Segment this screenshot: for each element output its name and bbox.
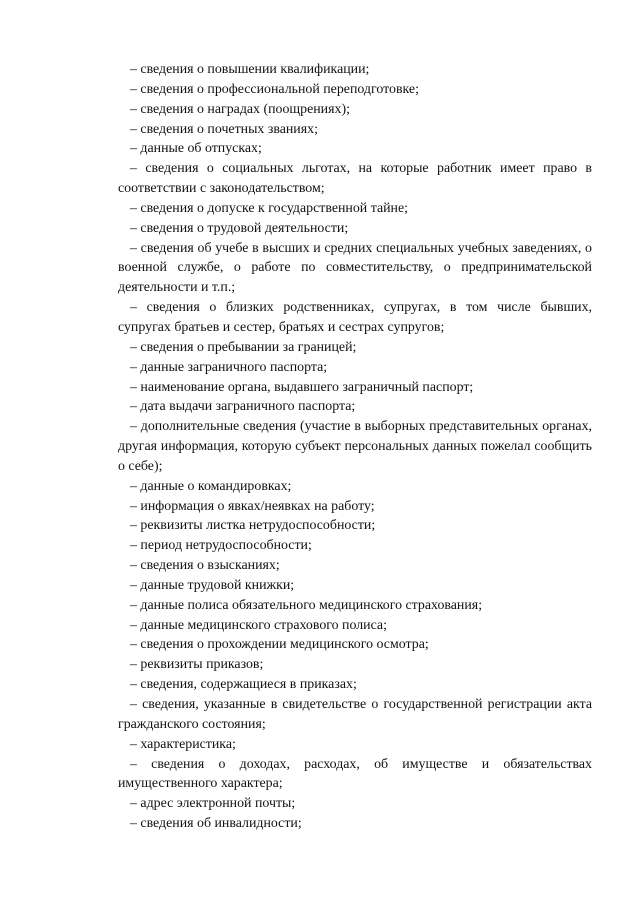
list-item: – реквизиты приказов; [130, 657, 264, 673]
list-item: – сведения о наградах (поощрениях); [130, 101, 350, 117]
list-item: – сведения о доходах, расходах, об имуществе и обязательствах имущественного характера; [118, 756, 592, 792]
list-item: – реквизиты листка нетрудоспособности; [130, 518, 376, 534]
list-item: – дополнительные сведения (участие в выборных представительных органах, другая информация, которую субъект персональных данных пожелал сообщить о себе); [118, 419, 592, 474]
list-item: – сведения о близких родственниках, супругах, в том числе бывших, супругах братьев и сестер, братьях и сестрах супругов; [118, 300, 592, 335]
list-item: – характеристика; [130, 736, 236, 752]
list-item: – данные полиса обязательного медицинского страхования; [130, 597, 483, 613]
list-item: – сведения об учебе в высших и средних специальных учебных заведениях, о военной службе, о работе по совместительству, о предпринимательской деятельности и т.п.; [118, 240, 592, 296]
list-item: – адрес электронной почты; [130, 796, 296, 812]
personal-data-list [118, 60, 592, 834]
list-item: – сведения о профессиональной переподготовке; [130, 81, 419, 97]
list-item: – сведения о почетных званиях; [130, 121, 318, 137]
list-item: – сведения об инвалидности; [130, 816, 302, 832]
list-item: – данные медицинского страхового полиса; [130, 617, 387, 633]
list-item: – сведения о допуске к государственной тайне; [130, 200, 409, 216]
list-item: – период нетрудоспособности; [130, 538, 312, 554]
list-item: – данные трудовой книжки; [130, 577, 295, 593]
list-item: – сведения о повышении квалификации; [130, 62, 370, 77]
list-item: – сведения о прохождении медицинского осмотра; [130, 637, 429, 653]
list-item: – наименование органа, выдавшего заграничный паспорт; [130, 379, 474, 395]
list-item: – сведения о пребывании за границей; [130, 339, 357, 355]
list-item: – данные о командировках; [130, 478, 292, 494]
list-item: – дата выдачи заграничного паспорта; [130, 399, 356, 415]
list-item: – сведения о взысканиях; [130, 558, 280, 574]
list-item: – данные об отпусках; [130, 141, 262, 157]
list-item: – сведения, содержащиеся в приказах; [130, 677, 357, 693]
list-item: – сведения о социальных льготах, на которые работник имеет право в соответствии с законодательством; [118, 161, 592, 197]
list-item: – информация о явках/неявках на работу; [130, 498, 375, 514]
list-item: – сведения о трудовой деятельности; [130, 220, 349, 236]
list-item: – сведения, указанные в свидетельстве о государственной регистрации акта гражданского состояния; [118, 697, 592, 732]
list-item: – данные заграничного паспорта; [130, 359, 328, 375]
